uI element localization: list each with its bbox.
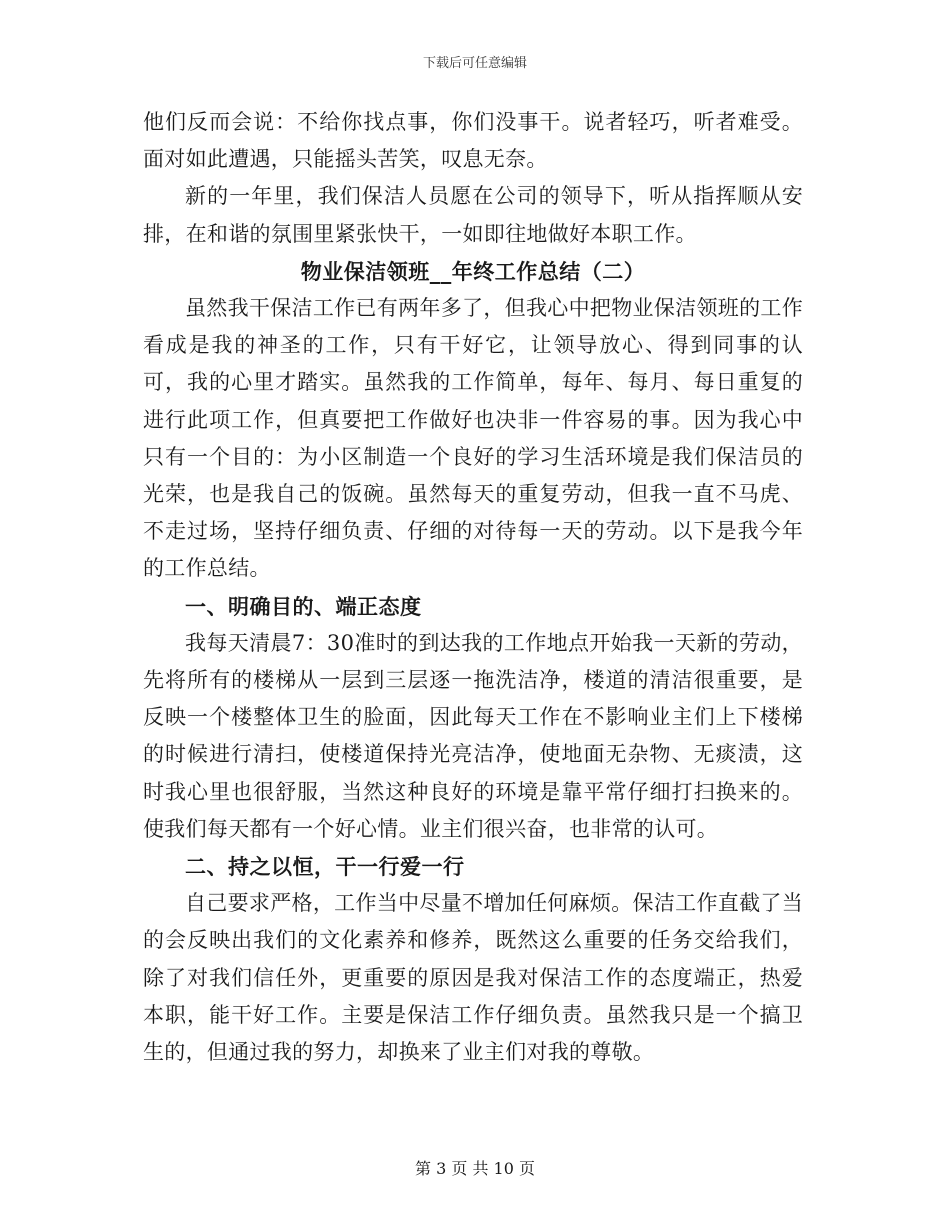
document-body [143,104,803,1071]
header-note: 下载后可任意编辑 [422,56,527,71]
section-heading-2: 二、持之以恒，干一行爱一行 [185,854,465,880]
page-number: 第 3 页 共 10 页 [415,1159,535,1178]
paragraph-continued: 他们反而会说：不给你找点事，你们没事干。说者轻巧，听者难受。面对如此遭遇，只能摇头苦笑，叹息无奈。 [143,110,803,172]
paragraph-section-1: 我每天清晨7：30准时的到达我的工作地点开始我一天新的劳动，先将所有的楼梯从一层到三层逐一拖洗洁净，楼道的清洁很重要，是反映一个楼整体卫生的脸面，因此每天工作在不影响业主们上下楼梯的时候进行清扫，使楼道保持光亮洁净，使地面无杂物、无痰渍，这时我心里也很舒服，当然这种良好的环境是靠平常仔细打扫换来的。使我们每天都有一个好心情。业主们很兴奋，也非常的认可。 [143,630,803,841]
paragraph-intro: 虽然我干保洁工作已有两年多了，但我心中把物业保洁领班的工作看成是我的神圣的工作，只有干好它，让领导放心、得到同事的认可，我的心里才踏实。虽然我的工作简单，每年、每月、每日重复的进行此项工作，但真要把工作做好也决非一件容易的事。因为我心中只有一个目的：为小区制造一个良好的学习生活环境是我们保洁员的光荣，也是我自己的饭碗。虽然每天的重复劳动，但我一直不马虎、不走过场，坚持仔细负责、仔细的对待每一天的劳动。以下是我今年的工作总结。 [143,296,803,581]
section-heading-1: 一、明确目的、端正态度 [185,593,422,619]
document-title: 物业保洁领班__年终工作总结（二） [300,258,646,284]
paragraph-section-2: 自己要求严格，工作当中尽量不增加任何麻烦。保洁工作直截了当的会反映出我们的文化素养和修养，既然这么重要的任务交给我们，除了对我们信任外，更重要的原因是我对保洁工作的态度端正，热爱本职，能干好工作。主要是保洁工作仔细负责。虽然我只是一个搞卫生的，但通过我的努力，却换来了业主们对我的尊敬。 [143,891,803,1065]
paragraph-new-year: 新的一年里，我们保洁人员愿在公司的领导下，听从指挥顺从安排，在和谐的氛围里紧张快干，一如即往地做好本职工作。 [143,184,803,246]
